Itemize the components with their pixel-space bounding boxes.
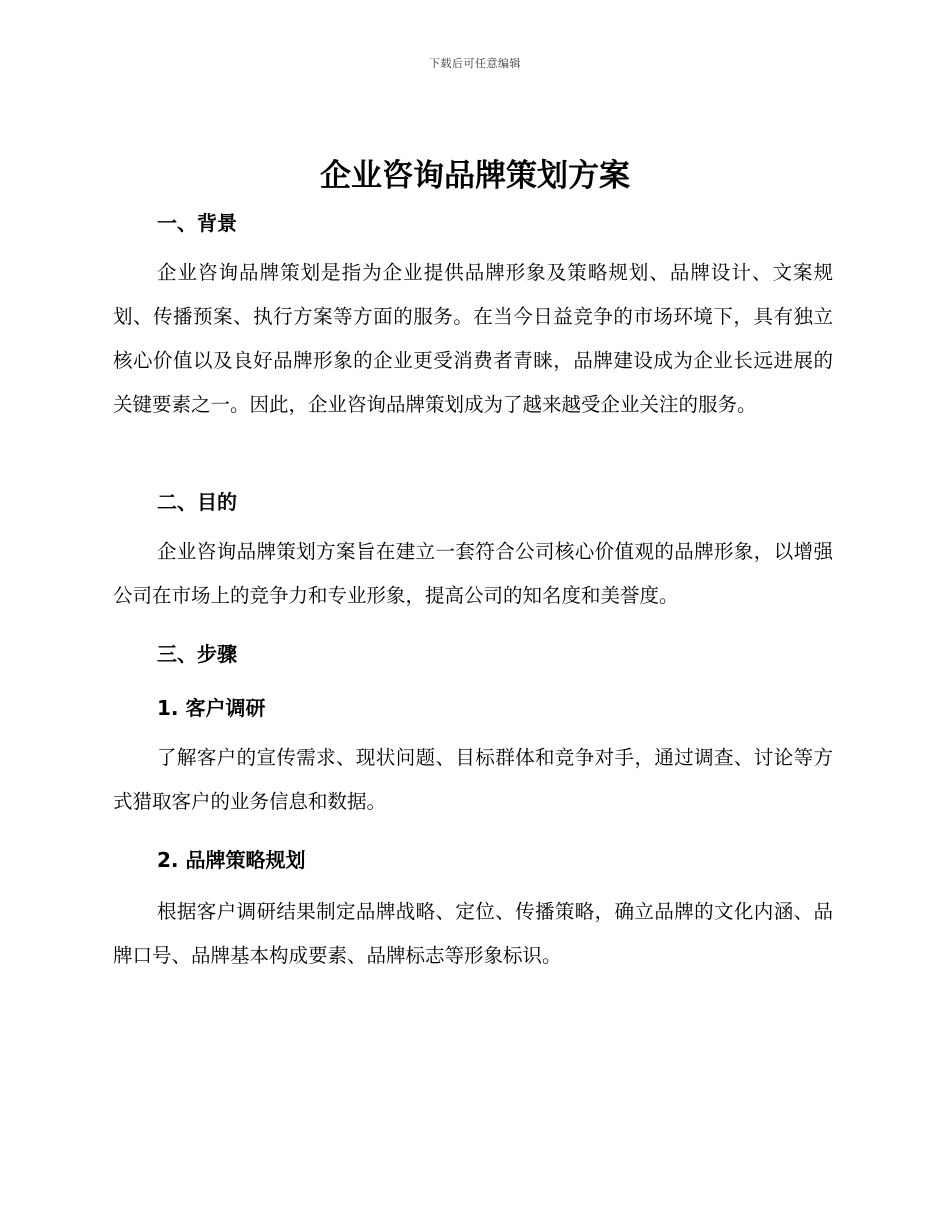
step-heading-brand-strategy: 2. 品牌策略规划 [157, 848, 306, 872]
section-heading-purpose: 二、目的 [157, 490, 237, 514]
section-paragraph-background: 企业咨询品牌策划是指为企业提供品牌形象及策略规划、品牌设计、文案规划、传播预案、执行方案等方面的服务。在当今日益竞争的市场环境下，具有独立核心价值以及良好品牌形象的企业更受消费者青睐，品牌建设成为企业长远进展的关键要素之一。因此，企业咨询品牌策划成为了越来越受企业关注的服务。 [113, 261, 833, 416]
step-paragraph-brand-strategy: 根据客户调研结果制定品牌战略、定位、传播策略，确立品牌的文化内涵、品牌口号、品牌基本构成要素、品牌标志等形象标识。 [113, 900, 833, 967]
step-paragraph-customer-research: 了解客户的宣传需求、现状问题、目标群体和竞争对手，通过调查、讨论等方式猎取客户的业务信息和数据。 [113, 746, 833, 813]
section-heading-background: 一、背景 [157, 211, 237, 235]
header-note: 下载后可任意编辑 [429, 57, 521, 70]
section-heading-steps: 三、步骤 [157, 642, 237, 666]
document-title: 企业咨询品牌策划方案 [320, 158, 630, 194]
section-paragraph-purpose: 企业咨询品牌策划方案旨在建立一套符合公司核心价值观的品牌形象，以增强公司在市场上的竞争力和专业形象，提高公司的知名度和美誉度。 [113, 540, 833, 607]
step-heading-customer-research: 1. 客户调研 [157, 696, 266, 720]
